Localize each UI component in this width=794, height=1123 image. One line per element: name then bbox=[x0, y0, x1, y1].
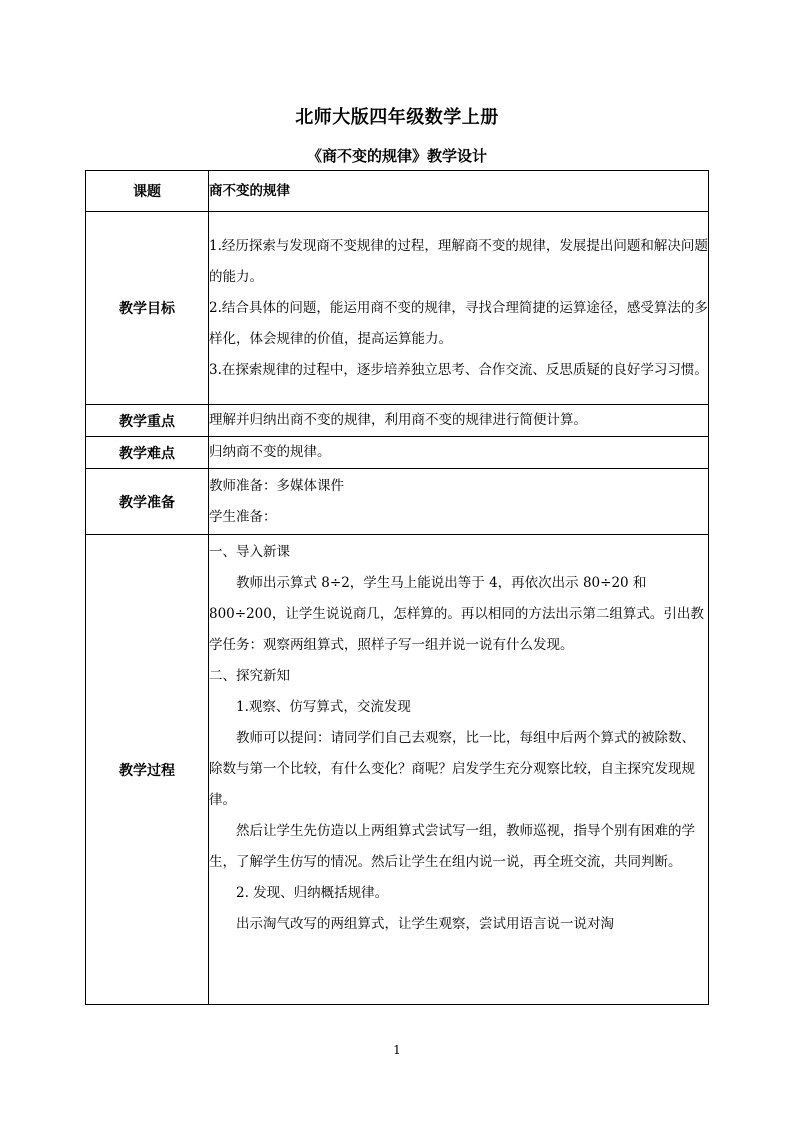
table-row-process bbox=[86, 535, 709, 1005]
document-title: 北师大版四年级数学上册 bbox=[295, 107, 499, 128]
key-points-value: 理解并归纳出商不变的规律，利用商不变的规律进行简便计算。 bbox=[209, 405, 709, 437]
process-subheading: 1.观察、仿写算式，交流发现 bbox=[236, 699, 411, 715]
objectives-content bbox=[209, 212, 709, 405]
process-paragraph: 出示淘气改写的两组算式，让学生观察，尝试用语言说一说对淘 bbox=[236, 916, 614, 932]
objective-item: 3.在探索规律的过程中，逐步培养独立思考、合作交流、反思质疑的良好学习习惯。 bbox=[209, 361, 708, 378]
preparation-content bbox=[209, 469, 709, 535]
table-row-difficulties bbox=[86, 437, 709, 469]
process-paragraph: 然后让学生先仿造以上两组算式尝试写一组，教师巡视，指导个别有困难的学生，了解学生仿写的情况。然后让学生在组内说一说，再全班交流，共同判断。 bbox=[209, 823, 695, 870]
topic-label: 课题 bbox=[86, 171, 209, 212]
table-row-preparation bbox=[86, 469, 709, 535]
objective-item: 1.经历探索与发现商不变规律的过程，理解商不变的规律，发展提出问题和解决问题的能力。 bbox=[209, 237, 708, 285]
lesson-plan-table bbox=[85, 170, 709, 1005]
table-row-topic bbox=[86, 171, 709, 212]
process-content bbox=[209, 535, 709, 1005]
topic-value: 商不变的规律 bbox=[209, 171, 709, 212]
objectives-label: 教学目标 bbox=[86, 212, 209, 405]
table-row-key-points bbox=[86, 405, 709, 437]
difficulties-label: 教学难点 bbox=[86, 437, 209, 469]
process-label: 教学过程 bbox=[86, 535, 209, 1005]
student-preparation: 学生准备： bbox=[209, 508, 277, 525]
process-subheading: 2. 发现、归纳概括规律。 bbox=[236, 885, 389, 901]
key-points-label: 教学重点 bbox=[86, 405, 209, 437]
preparation-label: 教学准备 bbox=[86, 469, 209, 535]
process-heading: 一、导入新课 bbox=[209, 544, 290, 560]
table-row-objectives bbox=[86, 212, 709, 405]
teacher-preparation: 教师准备：多媒体课件 bbox=[209, 477, 344, 494]
document-subtitle: 《商不变的规律》教学设计 bbox=[306, 147, 487, 165]
process-heading: 二、探究新知 bbox=[209, 668, 290, 684]
process-paragraph: 教师可以提问：请同学们自己去观察，比一比，每组中后两个算式的被除数、除数与第一个比较，有什么变化？商呢？启发学生充分观察比较，自主探究发现规律。 bbox=[209, 730, 695, 808]
page-number: 1 bbox=[393, 1043, 401, 1057]
difficulties-value: 归纳商不变的规律。 bbox=[209, 437, 709, 469]
objective-item: 2.结合具体的问题，能运用商不变的规律，寻找合理简捷的运算途径，感受算法的多样化，体会规律的价值，提高运算能力。 bbox=[209, 299, 708, 347]
process-paragraph: 教师出示算式 8÷2，学生马上能说出等于 4，再依次出示 80÷20 和 800÷200，让学生说说商几，怎样算的。再以相同的方法出示第二组算式。引出教学任务：观察两组算式，照样子写一组并说一说有什么发现。 bbox=[209, 575, 704, 653]
